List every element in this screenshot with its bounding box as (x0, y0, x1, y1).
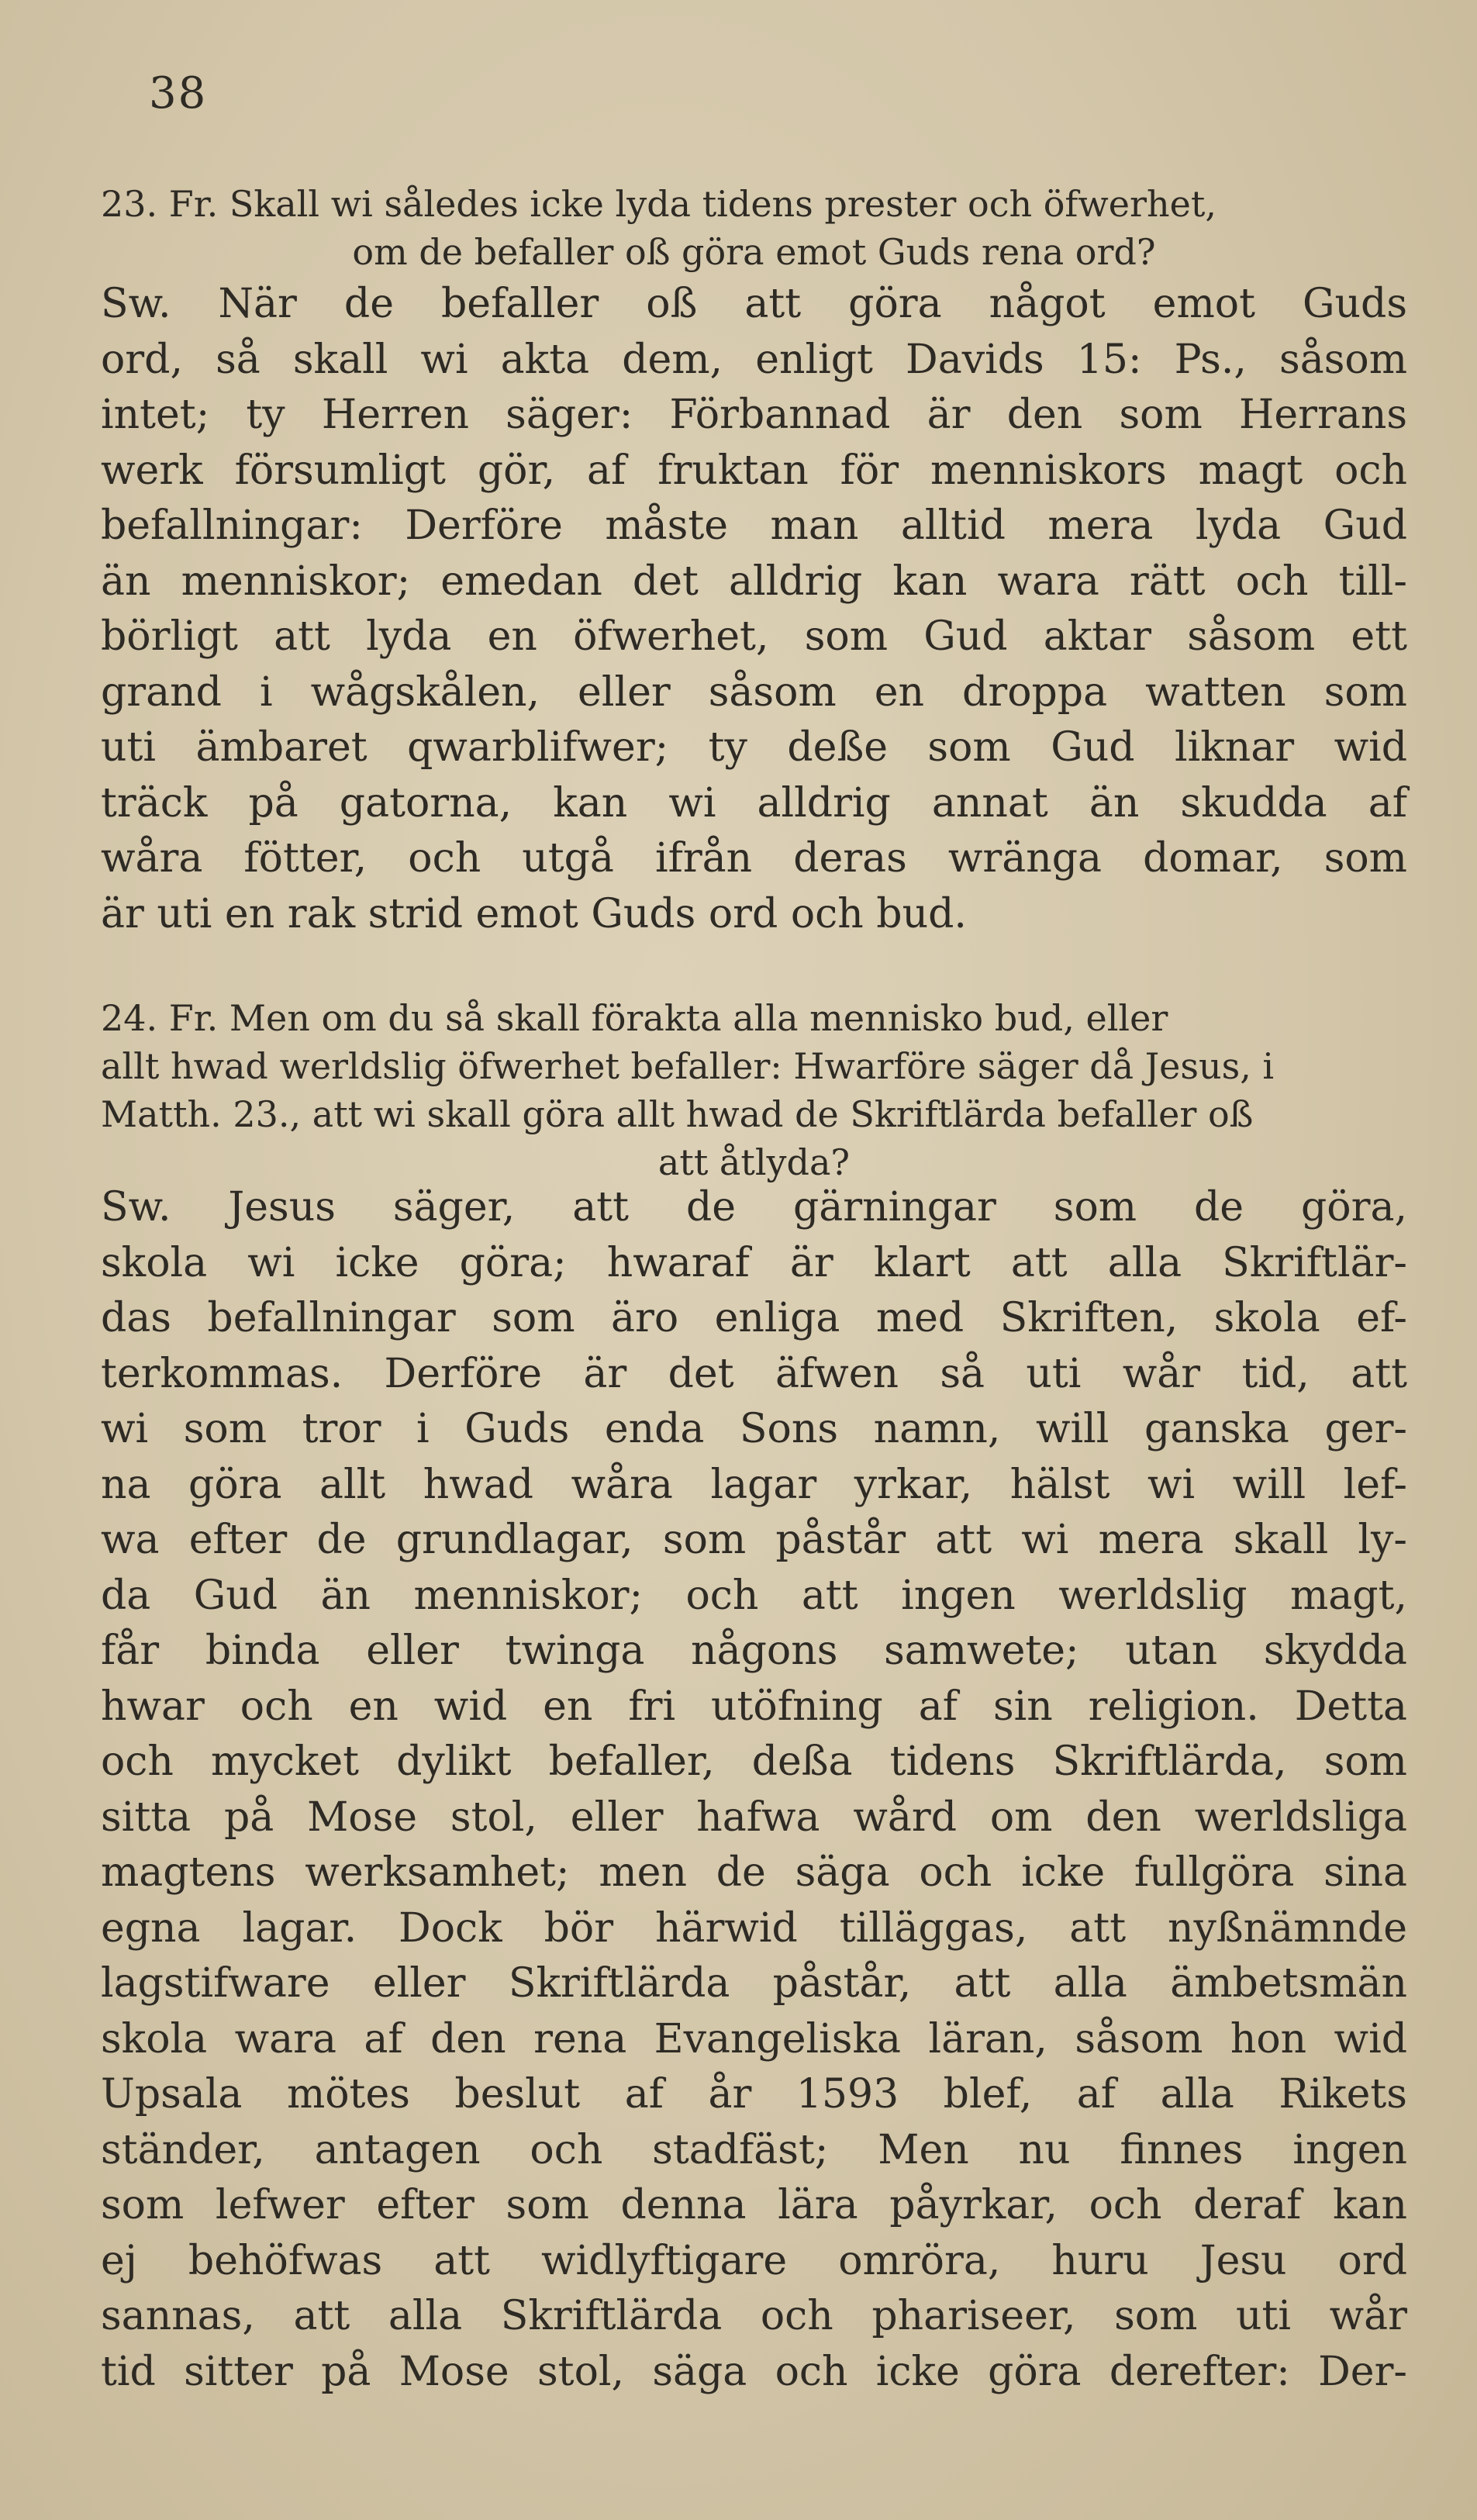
text-line: wi som tror i Guds enda Sons namn, will ganska ger- (101, 1406, 1407, 1452)
text-line: grand i wågskålen, eller såsom en droppa watten som (101, 668, 1407, 716)
text-line: ord, så skall wi akta dem, enligt Davids 15: Ps., såsom (101, 336, 1407, 383)
text-line: Sw. Jesus säger, att de gärningar som de göra, (101, 1184, 1407, 1231)
text-line: Sw. När de befaller oß att göra något emot Guds (101, 281, 1407, 327)
text-line: sitta på Mose stol, eller hafwa wård om den werldsliga (101, 1793, 1407, 1841)
text-line: skola wi icke göra; hwaraf är klart att alla Skriftlär- (101, 1239, 1407, 1286)
text-line: skola wara af den rena Evangeliska läran, såsom hon wid (101, 2015, 1407, 2063)
text-line: na göra allt hwad wåra lagar yrkar, hälst wi will lef- (101, 1461, 1407, 1508)
text-line: magtens werksamhet; men de säga och icke fullgöra sina (101, 1849, 1407, 1896)
text-line: ej behöfwas att widlyftigare omröra, huru Jesu ord (101, 2237, 1407, 2284)
page-number: 38 (149, 68, 208, 119)
text-line: om de befaller oß göra emot Guds rena ord? (352, 231, 1156, 273)
text-line: ständer, antagen och stadfäst; Men nu finnes ingen (101, 2126, 1407, 2173)
text-line: da Gud än menniskor; och att ingen werldslig magt, (101, 1572, 1407, 1619)
text-line: är uti en rak strid emot Guds ord och bud. (101, 890, 967, 937)
answer-23 (101, 277, 1407, 942)
text-line: att åtlyda? (657, 1141, 851, 1183)
text-line: intet; ty Herren säger: Förbannad är den som Herrans (101, 392, 1407, 438)
answer-24 (101, 1180, 1407, 2400)
text-line: wa efter de grundlagar, som påstår att wi mera skall ly- (101, 1517, 1407, 1563)
text-line: får binda eller twinga någons samwete; utan skydda (101, 1628, 1407, 1674)
text-line: än menniskor; emedan det alldrig kan wara rätt och till- (101, 558, 1407, 605)
text-line: wåra fötter, och utgå ifrån deras wränga domar, som (101, 835, 1407, 882)
text-line: tid sitter på Mose stol, säga och icke göra derefter: Der- (101, 2348, 1407, 2395)
question-23 (101, 180, 1407, 276)
text-line: werk försumligt gör, af fruktan för menniskors magt och (101, 447, 1407, 494)
text-line: Matth. 23., att wi skall göra allt hwad de Skriftlärda befaller oß (101, 1093, 1254, 1135)
text-line: terkommas. Derföre är det äfwen så uti wår tid, att (101, 1350, 1407, 1397)
text-line: lagstifware eller Skriftlärda påstår, att alla ämbetsmän (101, 1960, 1407, 2007)
text-line: sannas, att alla Skriftlärda och phariseer, som uti wår (101, 2293, 1407, 2339)
text-line: egna lagar. Dock bör härwid tilläggas, att nyßnämnde (101, 1904, 1407, 1952)
text-line: das befallningar som äro enliga med Skriften, skola ef- (101, 1295, 1407, 1341)
text-line: hwar och en wid en fri utöfning af sin religion. Detta (101, 1683, 1407, 1730)
text-line: träck på gatorna, kan wi alldrig annat än skudda af (101, 779, 1407, 827)
question-24 (101, 994, 1407, 1186)
text-line: börligt att lyda en öfwerhet, som Gud aktar såsom ett (101, 613, 1407, 660)
text-line: 23. Fr. Skall wi således icke lyda tidens prester och öfwerhet, (101, 183, 1216, 225)
text-line: befallningar: Derföre måste man alltid mera lyda Gud (101, 502, 1407, 549)
text-line: allt hwad werldslig öfwerhet befaller: Hwarföre säger då Jesus, i (101, 1045, 1275, 1087)
text-line: Upsala mötes beslut af år 1593 blef, af alla Rikets (101, 2071, 1407, 2118)
text-line: uti ämbaret qwarblifwer; ty deße som Gud liknar wid (101, 724, 1407, 771)
text-line: 24. Fr. Men om du så skall förakta alla mennisko bud, eller (101, 997, 1168, 1039)
text-line: och mycket dylikt befaller, deßa tidens Skriftlärda, som (101, 1738, 1407, 1785)
text-line: som lefwer efter som denna lära påyrkar, och deraf kan (101, 2182, 1407, 2228)
